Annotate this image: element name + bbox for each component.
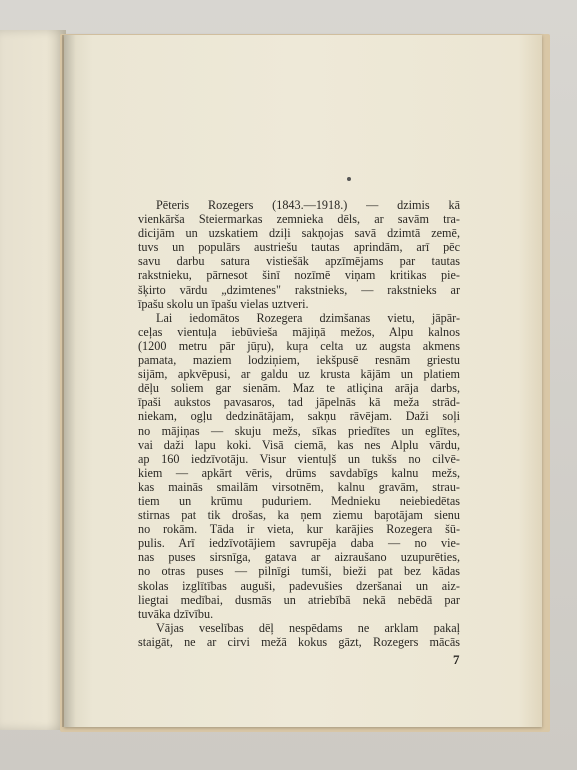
text-line: nas puses sirsnīga, gatava ar aizraušano uzupurēties, xyxy=(138,550,460,565)
left-page-edge xyxy=(0,30,66,730)
text-line: Pēteris Rozegers (1843.—1918.) — dzimis kā xyxy=(156,198,460,212)
text-line: kiem — apkārt vēris, drūms savdabīgs kalnu mežs, xyxy=(138,465,460,480)
text-line: šķirto vārdu „dzimtenes" rakstnieks, — rakstnieks ar xyxy=(138,282,460,297)
text-line: tuvāka dzīvību. xyxy=(138,606,214,621)
text-line: savu darbu satura vistiešāk apzīmējams par tautas xyxy=(138,254,460,269)
text-line: rakstnieku, pārnesot šinī nozīmē viņam kritikas pie- xyxy=(138,268,460,283)
text-line: dēļu soliem gar sienām. Maz te atliçina arāja darbs, xyxy=(138,381,460,396)
text-line: tuvs un populārs austriešu tautas aprindām, arī pēc xyxy=(138,240,460,255)
text-line: staigāt, ne ar cirvi mežā kokus gāzt, Rozegers mācās xyxy=(138,634,460,649)
text-line: īpašu skolu un īpašu vielas uztveri. xyxy=(138,296,309,311)
text-line: dicijām un uzskatiem dziļi sakņojas savā dzimtā zemē, xyxy=(138,226,460,241)
text-line: no mājiņas — skuju mežs, sīkas priedītes un eglītes, xyxy=(138,423,460,438)
text-line: tiem un krūmu puduriem. Mednieku neiebiedētas xyxy=(138,493,460,508)
spine-shadow xyxy=(62,35,76,727)
text-line: kas mainās smailām virsotnēm, kalnu gravām, strau- xyxy=(138,479,460,494)
text-line: pamata, maziem lodziņiem, iekšpusē resnām griestu xyxy=(138,353,460,368)
text-line: stirnas pat tik drošas, ka ņem ziemu baŗotājam sienu xyxy=(138,508,460,523)
text-line: no rokām. Tāda ir vieta, kur karājies Rozegera šū- xyxy=(138,522,460,537)
text-line: Lai iedomātos Rozegera dzimšanas vietu, jāpār- xyxy=(156,310,460,325)
text-line: (1200 metru pār jūŗu), kuŗa celta uz augsta akmens xyxy=(138,338,460,353)
text-line: liegtai medībai, dusmās un atriebībā nekā nebēdā par xyxy=(138,592,460,607)
text-line: Vājas veselības dēļ nespēdams ne arklam pakaļ xyxy=(156,620,460,635)
text-line: no otras puses — pilnīgi tumši, bieži pat bez kādas xyxy=(138,564,460,579)
ornament-dot xyxy=(347,177,351,181)
text-line: sijām, apkvēpusi, ar galdu uz krusta kājām un platiem xyxy=(138,367,460,382)
page-number: 7 xyxy=(453,652,460,667)
text-line: vai daži lapu koki. Visā ciemā, kas nes Alplu vārdu, xyxy=(138,437,460,452)
body-text xyxy=(138,198,460,649)
text-line: pulis. Arī iedzīvotājiem savrupēja daba — no vie- xyxy=(138,536,460,551)
text-line: īpaši aukstos pavasaros, tad jāpelnās kā meža strād- xyxy=(138,395,460,410)
text-line: ap 160 iedzīvotāju. Visur vientuļš un tukšs no cilvē- xyxy=(138,451,460,466)
text-line: skolas izglītības auguši, padevušies dzeršanai un aiz- xyxy=(138,578,460,593)
text-line: ceļas vientuļa iebūvieša mājiņā mežos, Alpu kalnos xyxy=(138,324,460,339)
text-line: niekam, ogļu dedzinātājam, sakņu rāvējam. Daži soļi xyxy=(138,409,460,424)
text-line: vienkārša Steiermarkas zemnieka dēls, ar savām tra- xyxy=(138,212,460,227)
